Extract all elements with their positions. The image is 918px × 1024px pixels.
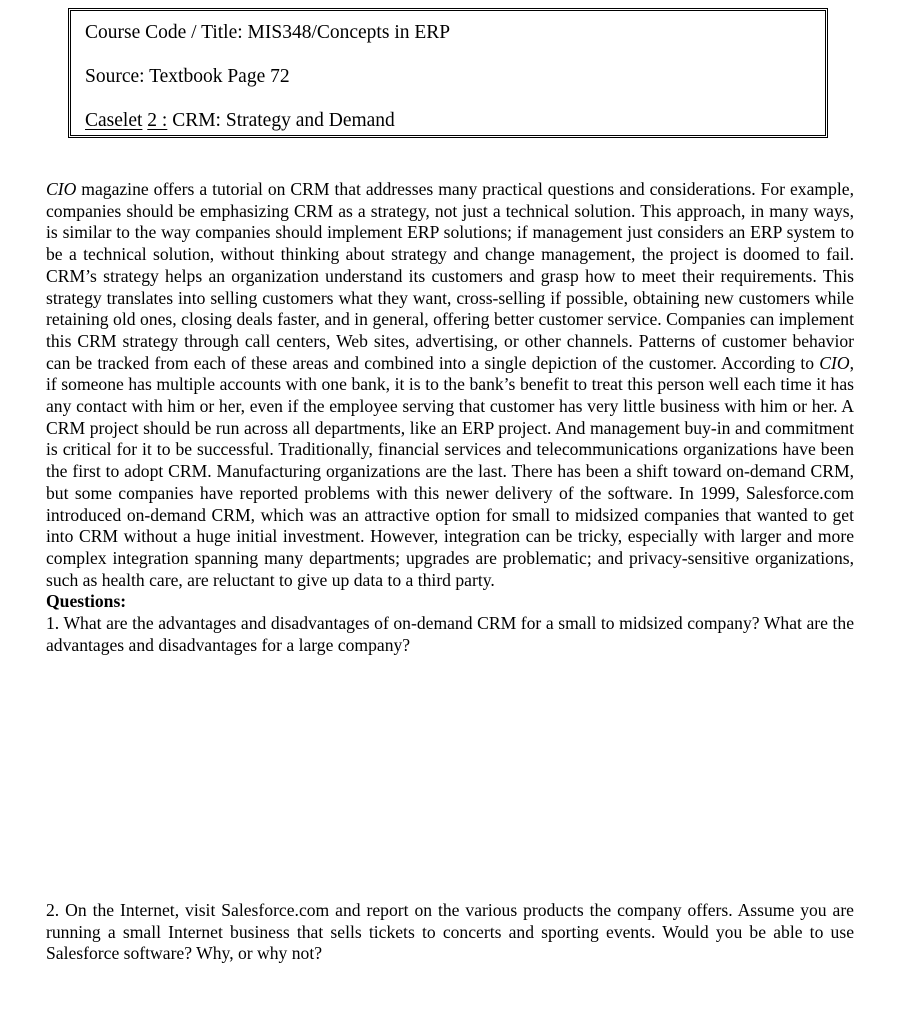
cio-magazine-name-2: CIO [819, 352, 850, 373]
caselet-title: CRM: Strategy and Demand [167, 110, 395, 131]
questions-heading: Questions: [46, 591, 127, 612]
paragraph-part-1: magazine offers a tutorial on CRM that addresses many practical questions and considerations. For example, companies should be emphasizing CRM as a strategy, not just a technical solution. This approach, in many ways, is similar to the way companies should implement ERP solutions; if management just considers an ERP system to be a technical solution, without thinking about strategy and change management, the project is doomed to fail. CRM’s strategy helps an organization understand its customers and grasp how to meet their requirements. This strategy translates into selling customers what they want, cross-selling if possible, obtaining new customers while retaining old ones, closing deals faster, and in general, offering better customer service. Companies can implement this CRM strategy through call centers, Web sites, advertising, or other channels. Patterns of customer behavior can be tracked from each of these areas and combined into a single depiction of the customer. According to [46, 179, 854, 373]
caselet-number: 2 : [147, 110, 168, 131]
source-line: Source: Textbook Page 72 [85, 66, 290, 87]
question-1: 1. What are the advantages and disadvantages of on-demand CRM for a small to midsized company? What are the advantages and disadvantages for a large company? [46, 613, 854, 655]
caselet-word: Caselet [85, 110, 143, 131]
paragraph-part-2: , if someone has multiple accounts with one bank, it is to the bank’s benefit to treat this person well each time it has any contact with him or her, even if the employee serving that customer has very little business with him or her. A CRM project should be run across all departments, like an ERP project. And management buy-in and commitment is critical for it to be successful. Traditionally, financial services and telecommunications organizations have been the first to adopt CRM. Manufacturing organizations are the last. There has been a shift toward on-demand CRM, but some companies have reported problems with this newer delivery of the software. In 1999, Salesforce.com introduced on-demand CRM, which was an attractive option for small to midsized companies that wanted to get into CRM without a huge initial investment. However, integration can be tricky, especially with larger and more complex integration spanning many departments; upgrades are problematic; and privacy-sensitive organizations, such as health care, are reluctant to give up data to a third party. [46, 352, 854, 590]
caselet-paragraph [46, 179, 854, 591]
caselet-title-line [85, 109, 395, 133]
cio-magazine-name: CIO [46, 179, 77, 199]
course-title-line: Course Code / Title: MIS348/Concepts in ERP [85, 22, 451, 43]
header-box [68, 8, 828, 138]
caselet-body [46, 179, 854, 656]
question-2: 2. On the Internet, visit Salesforce.com and report on the various products the company offers. Assume you are running a small Internet business that sells tickets to concerts and sporting events. Would you be able to use Salesforce software? Why, or why not? [46, 900, 854, 964]
